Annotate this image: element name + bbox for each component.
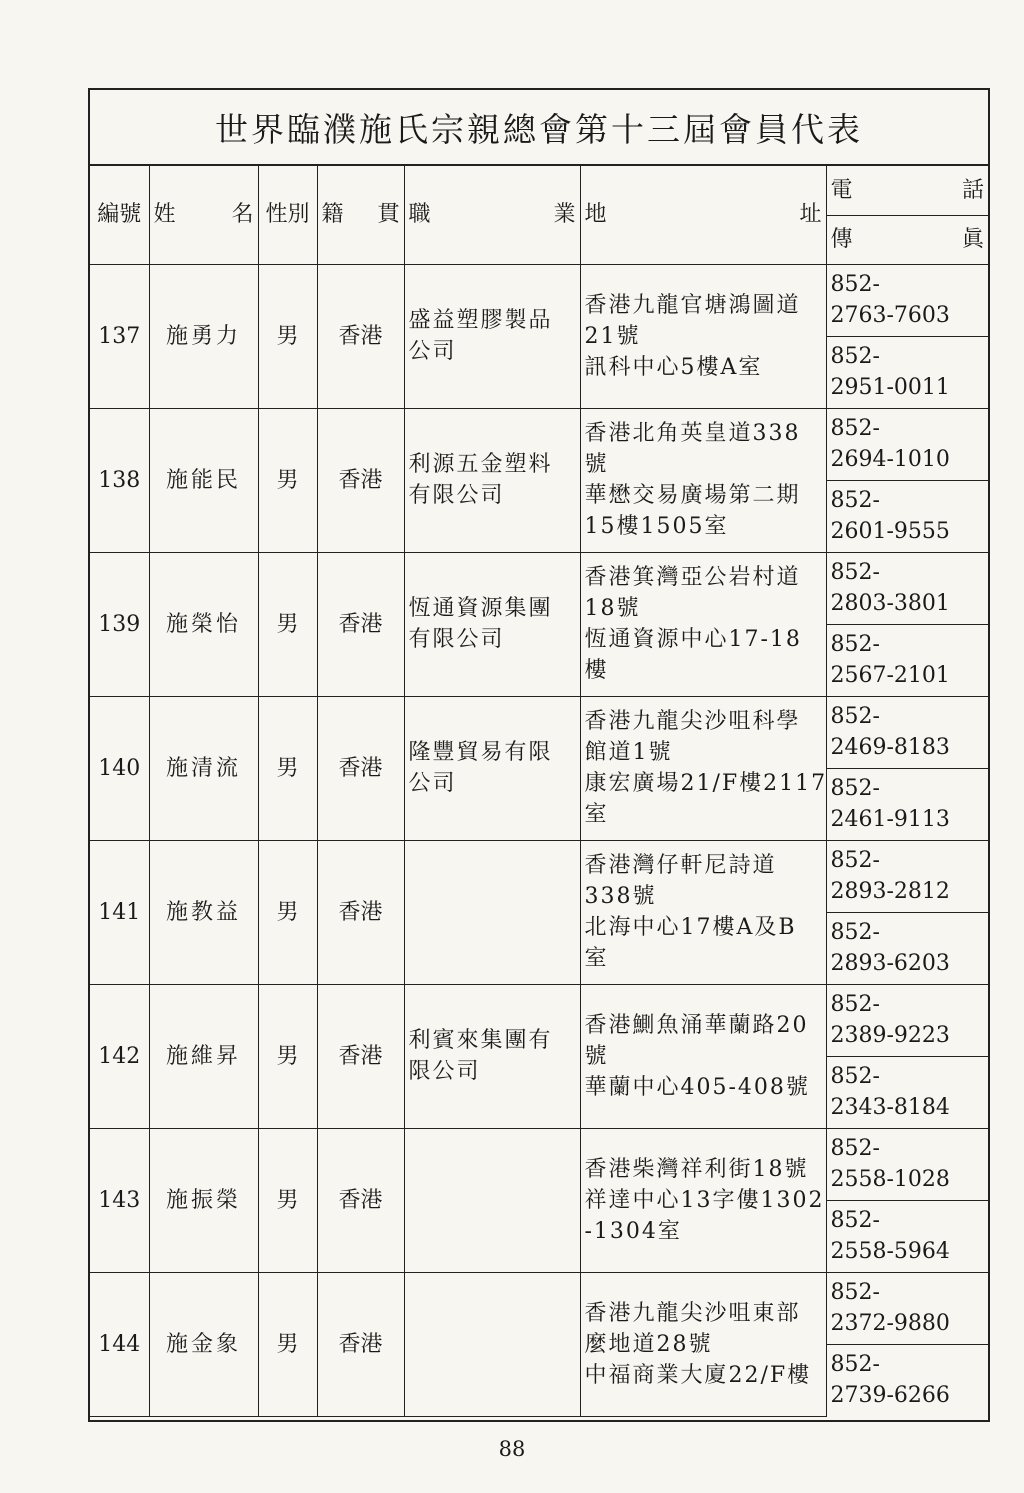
phone-line: 2763-7603 (830, 303, 950, 328)
address-line: 號 (584, 452, 609, 477)
address-line: 香港北角英皇道338 (584, 421, 801, 446)
header-number: 編號 (90, 166, 149, 264)
member-origin: 香港 (317, 552, 404, 696)
fax-line: 852- (830, 488, 880, 513)
member-name: 施清流 (149, 696, 258, 840)
member-phone (826, 552, 988, 624)
address-line: 樓 (584, 658, 609, 683)
address-line: 華懋交易廣場第二期 (584, 483, 801, 508)
member-occupation (404, 1272, 580, 1416)
phone-line: 2694-1010 (830, 447, 950, 472)
member-number: 143 (90, 1128, 149, 1272)
header-occupation: 職 業 (404, 166, 580, 264)
member-fax (826, 912, 988, 984)
header-name: 姓 名 (149, 166, 258, 264)
member-phone (826, 984, 988, 1056)
fax-line: 852- (830, 776, 880, 801)
member-origin: 香港 (317, 696, 404, 840)
member-phone (826, 408, 988, 480)
title-row (90, 90, 988, 166)
member-name: 施金象 (149, 1272, 258, 1416)
member-address (580, 552, 826, 696)
fax-line: 2558-5964 (830, 1239, 950, 1264)
occupation-line: 有限公司 (408, 483, 505, 508)
occupation-line: 盛益塑膠製品 (408, 308, 553, 333)
occupation-line: 有限公司 (408, 627, 505, 652)
member-fax (826, 768, 988, 840)
address-line: 香港九龍尖沙咀東部 (584, 1300, 801, 1326)
occupation-line: 恆通資源集團 (408, 596, 553, 621)
member-occupation (404, 264, 580, 408)
address-line: 室 (584, 946, 609, 971)
phone-line: 852- (830, 848, 880, 873)
header-address: 地 址 (580, 166, 826, 264)
address-line: 康宏廣場21/F樓2117 (584, 771, 828, 796)
table-row (90, 984, 988, 1056)
occupation-line: 公司 (408, 771, 457, 796)
phone-line: 2372-9880 (830, 1311, 950, 1336)
member-name: 施能民 (149, 408, 258, 552)
member-phone (826, 264, 988, 336)
member-occupation (404, 984, 580, 1128)
table-row (90, 696, 988, 768)
member-gender: 男 (258, 1272, 317, 1416)
address-line: 香港箕灣亞公岩村道 (584, 565, 801, 590)
member-phone (826, 840, 988, 912)
member-phone (826, 696, 988, 768)
phone-line: 852- (830, 1136, 880, 1161)
member-table (90, 166, 988, 1417)
member-gender: 男 (258, 552, 317, 696)
fax-line: 2461-9113 (830, 807, 950, 832)
phone-line: 852- (830, 416, 880, 441)
member-address (580, 984, 826, 1128)
fax-line: 852- (830, 1064, 880, 1089)
member-address (580, 1272, 826, 1416)
member-name: 施振榮 (149, 1128, 258, 1272)
member-phone (826, 1128, 988, 1200)
member-fax (826, 1056, 988, 1128)
member-fax (826, 336, 988, 408)
member-address (580, 408, 826, 552)
address-line: 香港九龍官塘鴻圖道 (584, 292, 801, 318)
header-gender: 性別 (258, 166, 317, 264)
fax-line: 2567-2101 (830, 663, 950, 688)
member-gender: 男 (258, 840, 317, 984)
member-occupation (404, 1128, 580, 1272)
phone-line: 852- (830, 704, 880, 729)
member-phone (826, 1272, 988, 1344)
header-phone: 電 話 (826, 166, 988, 215)
member-number: 138 (90, 408, 149, 552)
member-occupation (404, 696, 580, 840)
fax-line: 2343-8184 (830, 1095, 950, 1120)
member-gender: 男 (258, 1128, 317, 1272)
member-fax (826, 1344, 988, 1416)
header-fax: 傳 眞 (826, 215, 988, 264)
phone-line: 852- (830, 1280, 880, 1305)
member-occupation (404, 408, 580, 552)
phone-line: 2803-3801 (830, 591, 950, 616)
occupation-line: 公司 (408, 339, 457, 364)
address-line: 香港九龍尖沙咀科學 (584, 709, 801, 734)
fax-line: 852- (830, 1352, 880, 1378)
address-line: 香港柴灣祥利街18號 (584, 1156, 809, 1182)
member-number: 139 (90, 552, 149, 696)
header-origin: 籍 貫 (317, 166, 404, 264)
member-address (580, 1128, 826, 1272)
member-address (580, 264, 826, 408)
phone-line: 2389-9223 (830, 1023, 950, 1048)
occupation-line: 利源五金塑料 (408, 452, 553, 477)
fax-line: 852- (830, 1208, 880, 1233)
phone-line: 852- (830, 992, 880, 1017)
member-name: 施維昇 (149, 984, 258, 1128)
page-title: 世界臨濮施氏宗親總會第十三屆會員代表 (215, 109, 863, 149)
page-number: 88 (498, 1437, 526, 1461)
address-line: 恆通資源中心17-18 (584, 627, 802, 652)
member-number: 142 (90, 984, 149, 1128)
address-line: 室 (584, 802, 609, 827)
member-origin: 香港 (317, 408, 404, 552)
table-row (90, 1272, 988, 1344)
phone-line: 2893-2812 (830, 879, 950, 904)
table-row (90, 552, 988, 624)
member-occupation (404, 552, 580, 696)
member-gender: 男 (258, 264, 317, 408)
member-gender: 男 (258, 984, 317, 1128)
member-name: 施教益 (149, 840, 258, 984)
document-frame (88, 88, 990, 1422)
member-origin: 香港 (317, 1128, 404, 1272)
address-line: 338號 (584, 884, 657, 909)
member-gender: 男 (258, 408, 317, 552)
member-address (580, 840, 826, 984)
address-line: 香港鰂魚涌華蘭路20 (584, 1012, 809, 1038)
member-number: 144 (90, 1272, 149, 1416)
member-origin: 香港 (317, 1272, 404, 1416)
address-line: 號 (584, 1043, 609, 1069)
member-fax (826, 624, 988, 696)
occupation-line: 限公司 (408, 1059, 481, 1084)
member-name: 施勇力 (149, 264, 258, 408)
member-rows (90, 264, 988, 1416)
phone-line: 852- (830, 272, 880, 297)
table-row (90, 1128, 988, 1200)
address-line: 華蘭中心405-408號 (584, 1074, 810, 1100)
address-line: 21號 (584, 323, 641, 349)
phone-line: 2558-1028 (830, 1167, 950, 1192)
address-line: 15樓1505室 (584, 514, 729, 539)
member-origin: 香港 (317, 264, 404, 408)
member-number: 140 (90, 696, 149, 840)
address-line: 18號 (584, 596, 641, 621)
member-gender: 男 (258, 696, 317, 840)
address-line: 北海中心17樓A及B (584, 915, 797, 940)
member-origin: 香港 (317, 984, 404, 1128)
table-row (90, 408, 988, 480)
member-number: 141 (90, 840, 149, 984)
phone-line: 852- (830, 560, 880, 585)
fax-line: 2951-0011 (830, 375, 950, 400)
member-name: 施榮怡 (149, 552, 258, 696)
address-line: 館道1號 (584, 740, 673, 765)
member-number: 137 (90, 264, 149, 408)
address-line: 祥達中心13字僂1302 (584, 1187, 825, 1213)
fax-line: 2601-9555 (830, 519, 950, 544)
fax-line: 852- (830, 344, 880, 369)
fax-line: 852- (830, 920, 880, 945)
phone-line: 2469-8183 (830, 735, 950, 760)
address-line: 香港灣仔軒尼詩道 (584, 853, 777, 878)
member-fax (826, 480, 988, 552)
member-origin: 香港 (317, 840, 404, 984)
address-line: 中福商業大廈22/F樓 (584, 1362, 812, 1388)
fax-line: 2739-6266 (830, 1383, 950, 1409)
fax-line: 852- (830, 632, 880, 657)
address-line: 訊科中心5樓A室 (584, 354, 763, 380)
occupation-line: 利賓來集團有 (408, 1028, 553, 1053)
table-row (90, 264, 988, 336)
address-line: 麼地道28號 (584, 1331, 713, 1357)
address-line: -1304室 (584, 1218, 682, 1244)
fax-line: 2893-6203 (830, 951, 950, 976)
occupation-line: 隆豐貿易有限 (408, 740, 553, 765)
member-fax (826, 1200, 988, 1272)
member-occupation (404, 840, 580, 984)
member-address (580, 696, 826, 840)
table-row (90, 840, 988, 912)
